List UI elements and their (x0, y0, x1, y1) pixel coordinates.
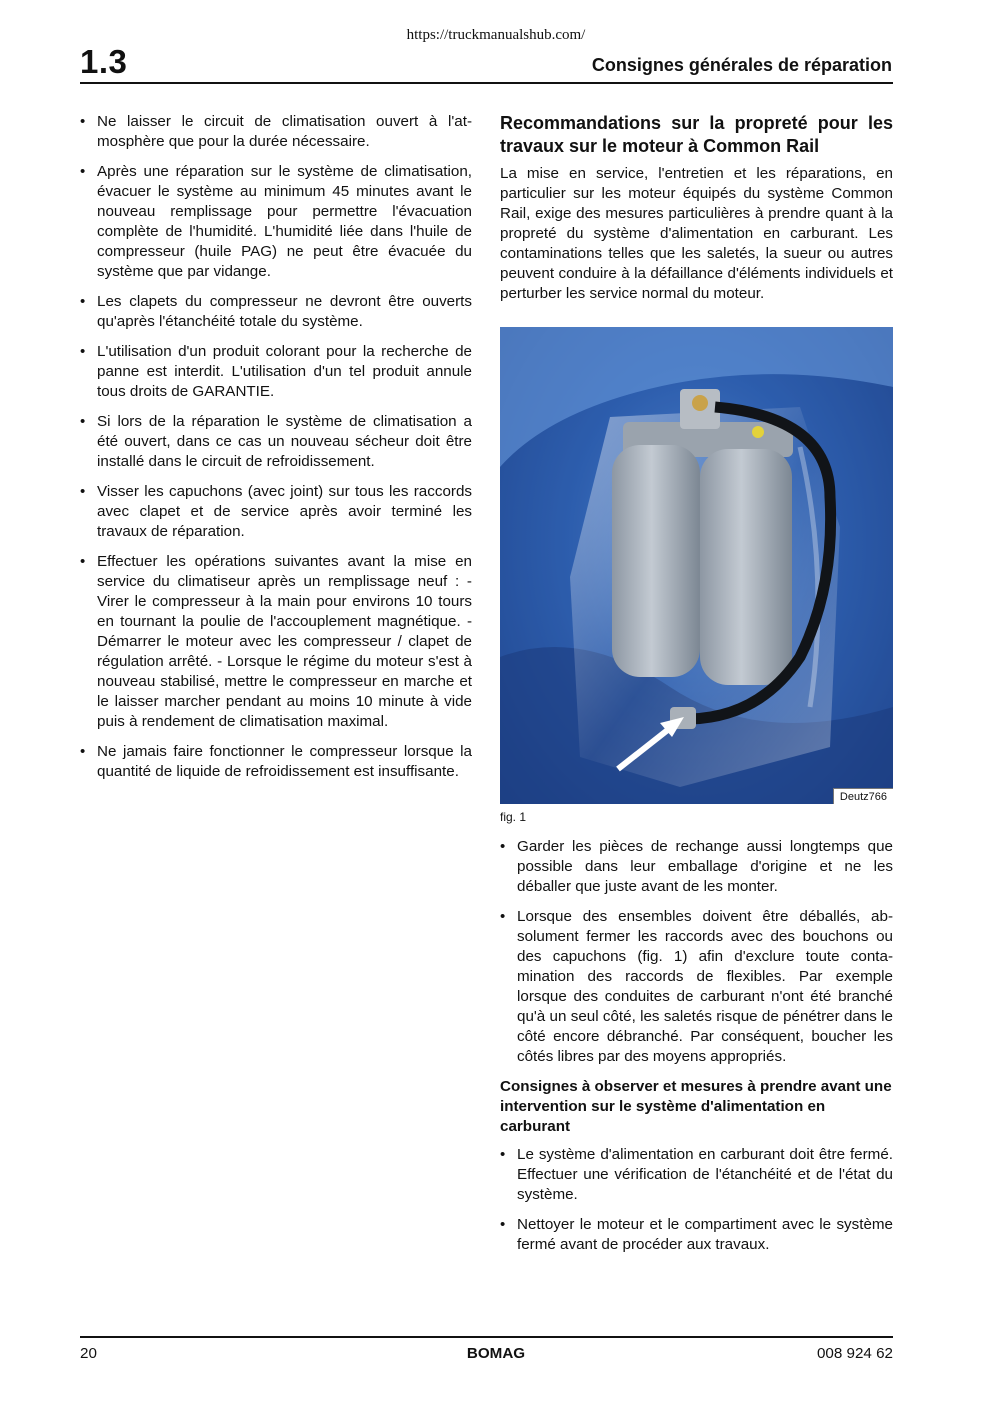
source-url[interactable]: https://truckmanualshub.com/ (406, 27, 586, 43)
section-title: Consignes générales de réparation (591, 55, 892, 75)
list-item: • Les clapets du compresseur ne devront être ouverts qu'après l'étanchéité totale du système. (80, 292, 472, 332)
list-item: • Effectuer les opérations suivantes avant la mise en service du climatiseur après un remplissage neuf : - Virer le compresseur à la main pour environs 10 tours en tournant la poulie de l'accouplement magnétique. - Démarrer le moteur avec les compresseur / clapet de régulation arrêté. - Lorsque le régime du moteur s'est à nouveau stabilisé, mettre le compresseur en marche et le laisser marcher pendant au moins 10 minute à vide puis à rendement de climatisation maximal. (80, 552, 472, 732)
section-number: 1.3 (80, 43, 128, 80)
left-bullet-list (80, 112, 472, 782)
image-code-label: Deutz766 (833, 788, 893, 804)
list-item: • Lorsque des ensembles doivent être déballés, absolument fermer les raccords avec des bouchons ou des capuchons (fig. 1) afin d'exclure toute contamination des raccords de flexibles. Par exemple lorsque des conduites de carburant n'ont été branché qu'à un seul côté, les saletés risque de pénétrer dans le côté encore débranché. Par conséquent, boucher les côtés libres par des moyens appropriés. (500, 907, 893, 1067)
list-item: • Après une réparation sur le système de climatisation, évacuer le système au minimum 45 minutes avant le nouveau remplissage pour permettre l'évacuation complète de l'humidité. L'humidité liée dans l'huile de compresseur (huile PAG) ne peut être évacuée du système que par vidange. (80, 162, 472, 282)
brand-name: BOMAG (466, 1345, 526, 1362)
list-item: • Le système d'alimentation en carburant doit être fermé. Effectuer une vérification de l'étanchéité et de l'état du système. (500, 1145, 893, 1205)
cleanliness-heading: Recommandations sur la propreté pour les travaux sur le moteur à Common Rail (500, 113, 893, 156)
list-item: • Visser les capuchons (avec joint) sur tous les raccords avec clapet et de service après avoir terminé les travaux de réparation. (80, 482, 472, 542)
right-column (500, 112, 893, 1265)
left-column (80, 112, 472, 792)
right-bullet-list-b (500, 1145, 893, 1255)
document-number: 008 924 62 (816, 1345, 893, 1362)
fuel-system-subheading: Consignes à observer et mesures à prendre avant une intervention sur le système d'alimentation en carburant (500, 1078, 892, 1135)
intro-paragraph: La mise en service, l'entretien et les réparations, en particulier sur les moteur équipés du système Common Rail, exige des mesures particulières à prendre quant à la propreté du système d'alimentation en carburant. Les contaminations telles que les saletés, la sueur ou autres peuvent conduire à la défaillance d'éléments individuels et perturber les service normal du moteur. (500, 165, 893, 302)
header-divider (80, 82, 893, 84)
footer-divider (80, 1336, 893, 1338)
figure-caption: fig. 1 (500, 810, 527, 824)
list-item: • Ne jamais faire fonctionner le compresseur lorsque la quantité de liquide de refroidissement est insuffisante. (80, 742, 472, 782)
list-item: • Si lors de la réparation le système de climatisation a été ouvert, dans ce cas un nouveau sécheur doit être installé dans le circuit de refroidissement. (80, 412, 472, 472)
page-number: 20 (80, 1345, 97, 1362)
right-bullet-list-a (500, 837, 893, 1067)
fuel-filter-photo (500, 327, 893, 804)
list-item: • L'utilisation d'un produit colorant pour la recherche de panne est interdit. L'utilisation d'un tel produit annule tous droits de GARANTIE. (80, 342, 472, 402)
list-item: • Garder les pièces de rechange aussi longtemps que possible dans leur emballage d'origine et ne les déballer que juste avant de les monter. (500, 837, 893, 897)
list-item: • Ne laisser le circuit de climatisation ouvert à l'atmosphère que pour la durée nécessaire. (80, 112, 472, 152)
list-item: • Nettoyer le moteur et le compartiment avec le système fermé avant de procéder aux travaux. (500, 1215, 893, 1255)
filter-illustration (500, 327, 893, 804)
